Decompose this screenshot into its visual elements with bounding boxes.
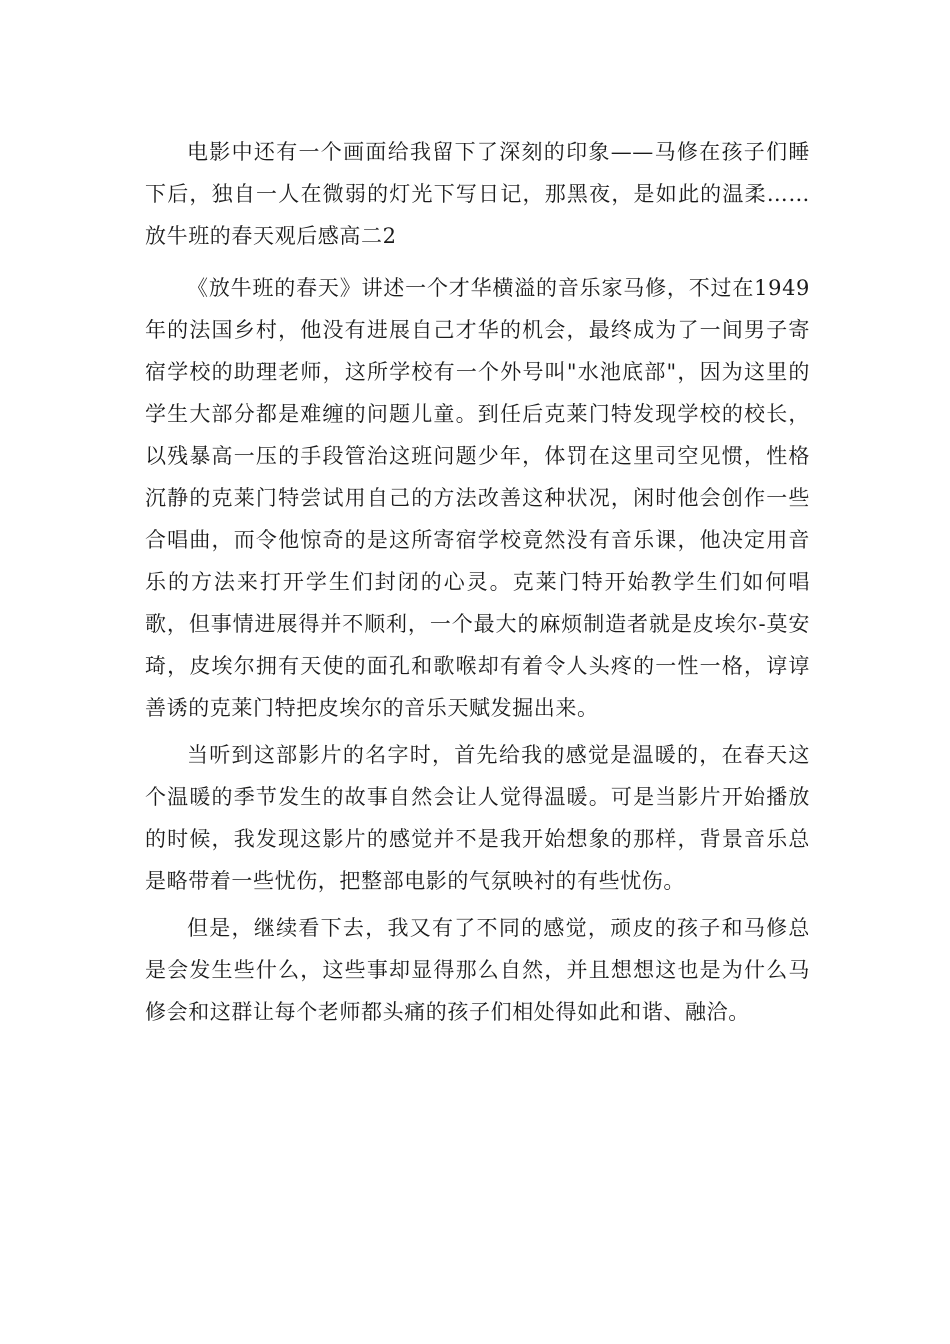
paragraph-2: 《放牛班的春天》讲述一个才华横溢的音乐家马修，不过在1949年的法国乡村，他没有进展自己才华的机会，最终成为了一间男子寄宿学校的助理老师，这所学校有一个外号叫"水池底部"，因为这里的学生大部分都是难缠的问题儿童。到任后克莱门特发现学校的校长，以残暴高一压的手段管治这班问题少年，体罚在这里司空见惯，性格沉静的克莱门特尝试用自己的方法改善这种状况，闲时他会创作一些合唱曲，而令他惊奇的是这所寄宿学校竟然没有音乐课，他决定用音乐的方法来打开学生们封闭的心灵。克莱门特开始教学生们如何唱歌，但事情进展得并不顺利，一个最大的麻烦制造者就是皮埃尔-莫安琦，皮埃尔拥有天使的面孔和歌喉却有着令人头疼的一性一格，谆谆善诱的克莱门特把皮埃尔的音乐天赋发掘出来。 xyxy=(145,276,810,720)
paragraph-3: 当听到这部影片的名字时，首先给我的感觉是温暖的，在春天这个温暖的季节发生的故事自然会让人觉得温暖。可是当影片开始播放的时候，我发现这影片的感觉并不是我开始想象的那样，背景音乐总是略带着一些忧伤，把整部电影的气氛映衬的有些忧伤。 xyxy=(145,743,810,893)
paragraph-4: 但是，继续看下去，我又有了不同的感觉，顽皮的孩子和马修总是会发生些什么，这些事却显得那么自然，并且想想这也是为什么马修会和这群让每个老师都头痛的孩子们相处得如此和谐、融洽。 xyxy=(145,916,810,1024)
paragraph-1: 电影中还有一个画面给我留下了深刻的印象——马修在孩子们睡下后，独自一人在微弱的灯光下写日记，那黑夜，是如此的温柔……放牛班的春天观后感高二2 xyxy=(145,140,810,248)
document-body xyxy=(145,131,810,1038)
